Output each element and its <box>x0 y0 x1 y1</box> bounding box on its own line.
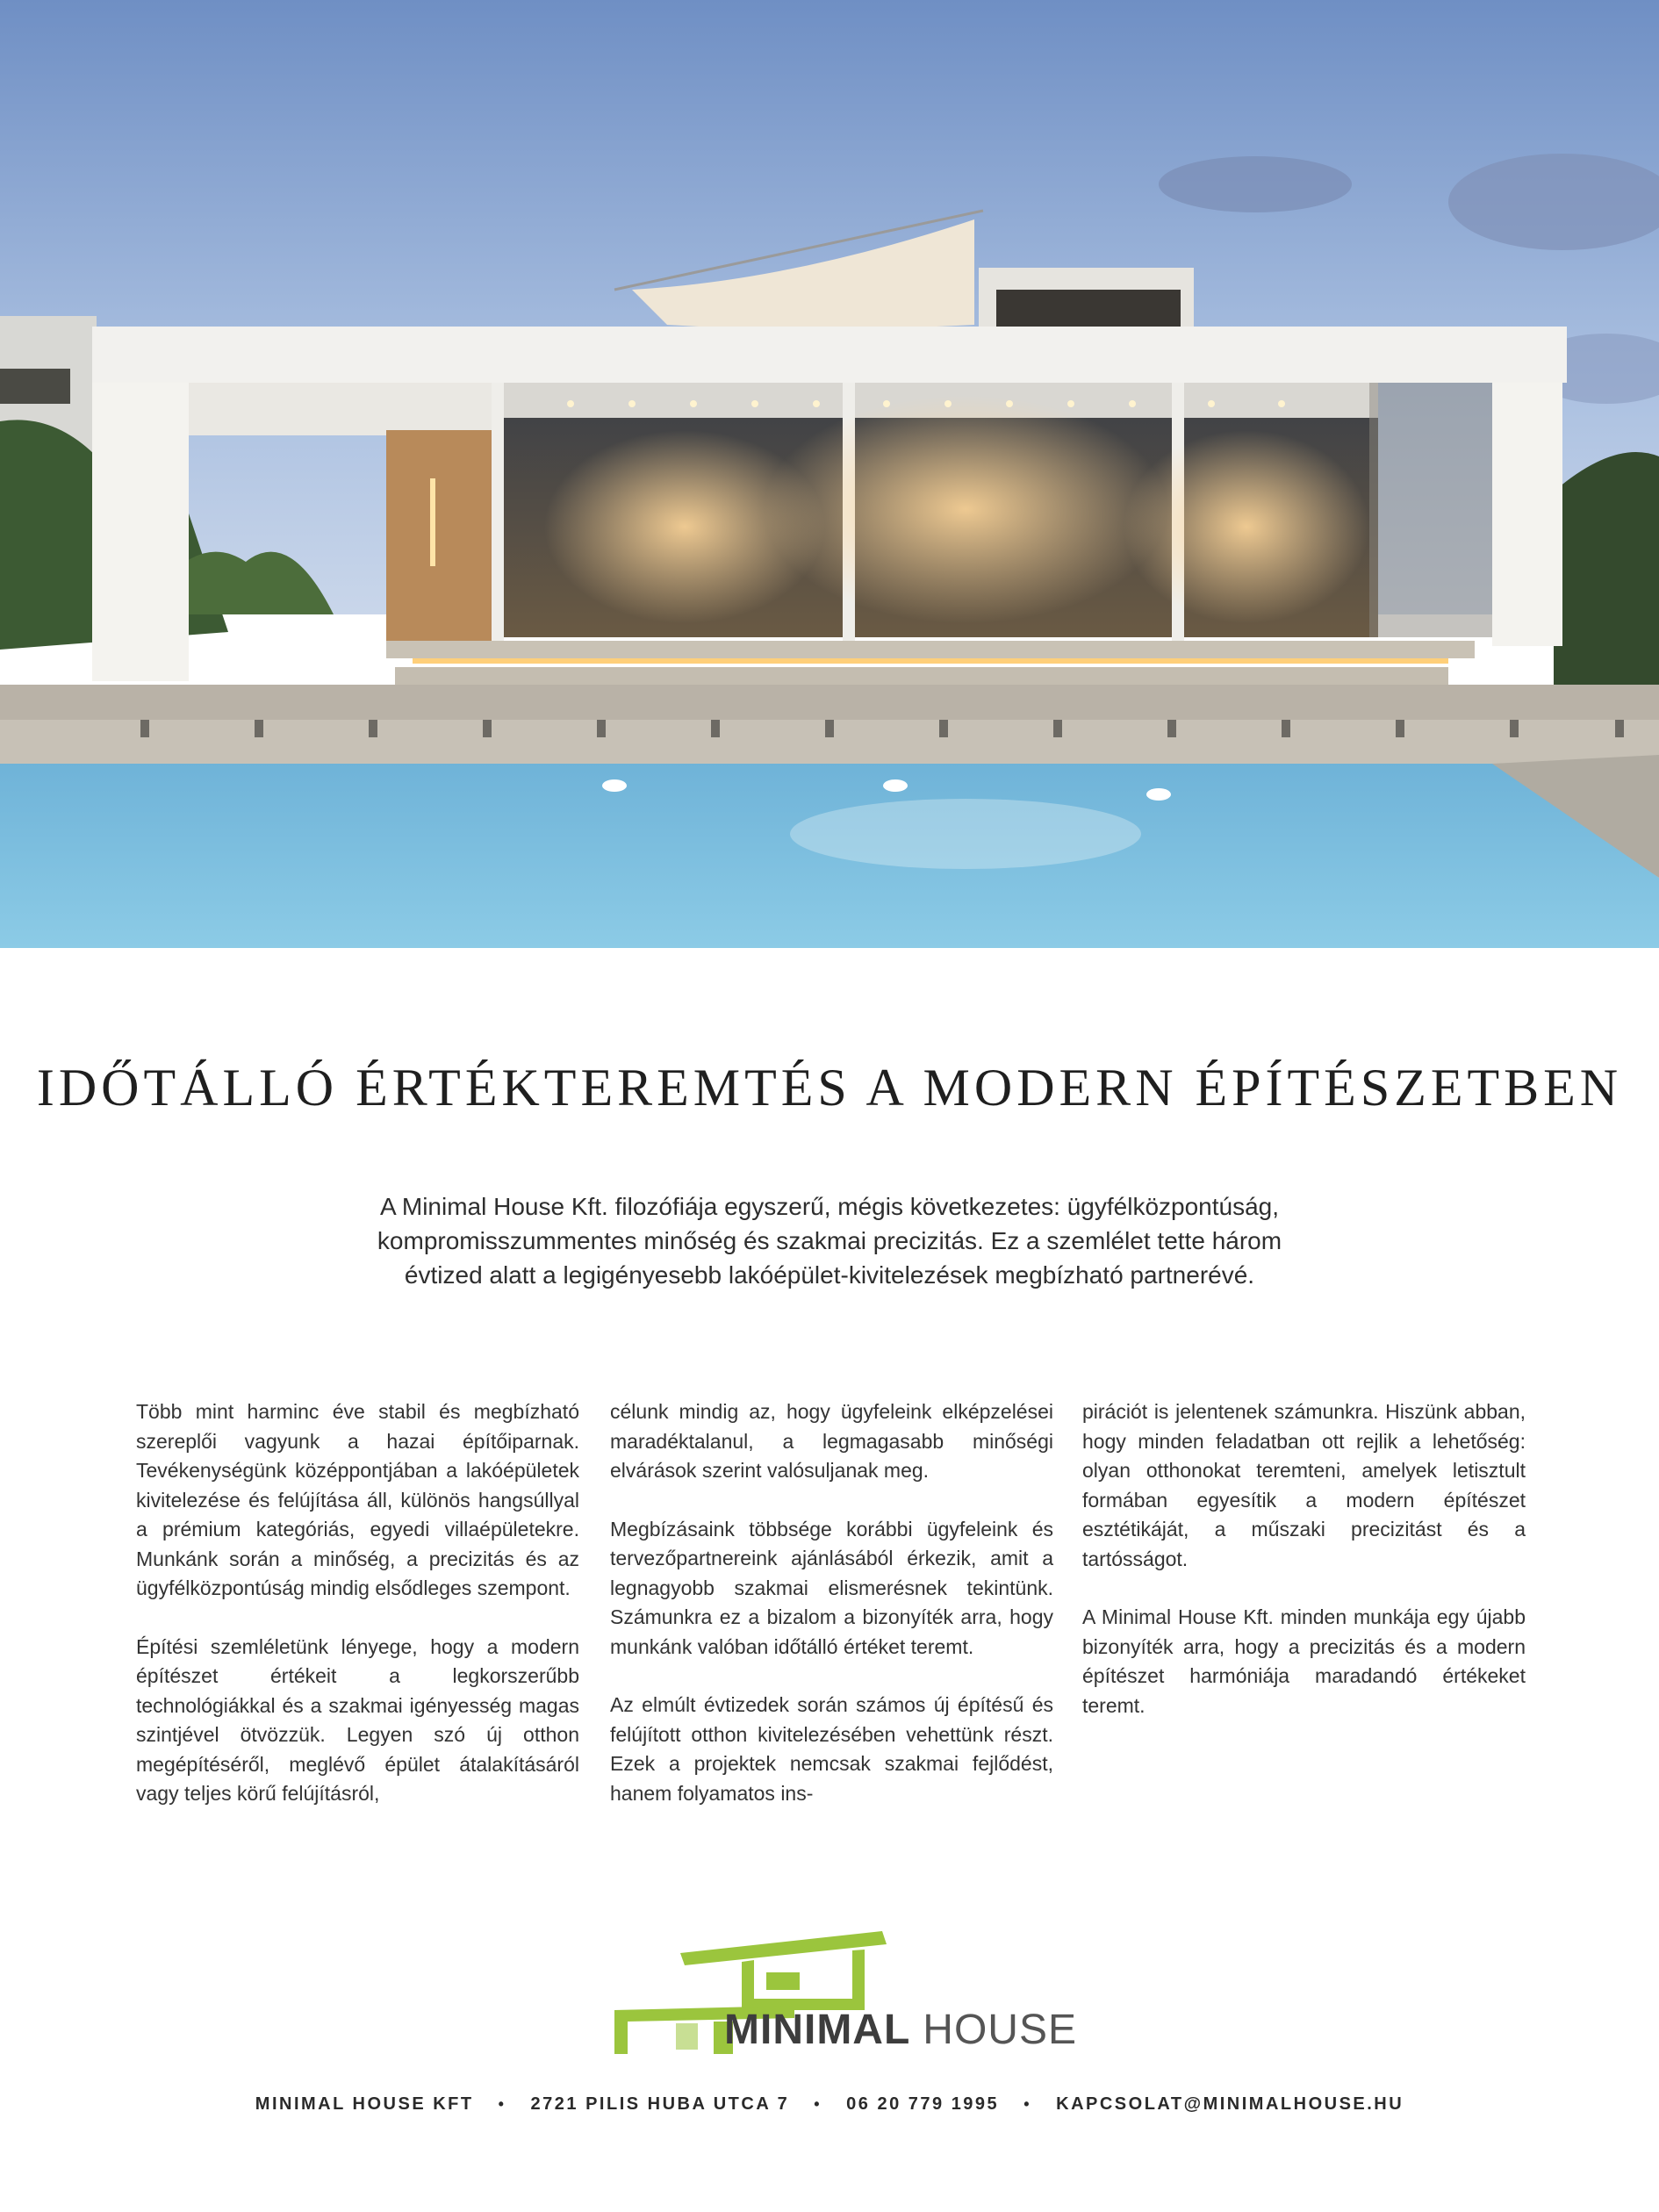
body-paragraph: Építési szemléletünk lényege, hogy a modern építészet értékeit a legkorszerűbb technológiákkal és a szakmai igényesség magas szintjével ötvözzük. Legyen szó új otthon megépítéséről, meglévő épület átalakításáról vagy teljes körű felújításról, <box>136 1634 579 1805</box>
logo-word-minimal: MINIMAL <box>724 2007 911 2053</box>
page-headline: IDŐTÁLLÓ ÉRTÉKTEREMTÉS A MODERN ÉPÍTÉSZETBEN <box>36 1059 1623 1117</box>
logo-wordmark <box>724 2006 1077 2054</box>
footer-separator: • <box>814 2095 822 2113</box>
footer-separator: • <box>498 2095 506 2113</box>
footer-separator: • <box>1023 2095 1032 2113</box>
lead-line: kompromisszummentes minőség és szakmai precizitás. Ez a szemlélet tette három <box>377 1227 1282 1254</box>
lead-paragraph <box>281 1189 1378 1292</box>
footer-address: 2721 PILIS HUBA UTCA 7 <box>530 2094 790 2114</box>
lead-line: évtized alatt a legigényesebb lakóépület-kivitelezések megbízható partnerévé. <box>404 1261 1255 1289</box>
footer-phone[interactable]: 06 20 779 1995 <box>846 2094 1000 2114</box>
column-3 <box>1082 1397 1526 1749</box>
body-paragraph: célunk mindig az, hogy ügyfeleink elképzelései maradéktalanul, a legmagasabb minőségi elvárások szerint valósuljanak meg. <box>610 1400 1053 1482</box>
body-columns <box>136 1397 1526 1854</box>
column-2 <box>610 1397 1053 1837</box>
footer-company: MINIMAL HOUSE KFT <box>255 2094 474 2114</box>
lead-line: A Minimal House Kft. filozófiája egyszerű, mégis következetes: ügyfélközpontúság, <box>379 1193 1280 1220</box>
body-paragraph: A Minimal House Kft. minden munkája egy újabb bizonyíték arra, hogy a precizitás és a modern építészet harmóniája maradandó értékeket teremt. <box>1082 1605 1526 1717</box>
body-paragraph: Több mint harminc éve stabil és megbízható szereplői vagyunk a hazai építőiparnak. Tevékenységünk középpontjában a lakóépületek kivitelezése és felújítása áll, különös hangsúllyal a prémium kategóriás, egyedi villaépületekre. Munkánk során a minőség, a precizitás és az ügyfélközpontúság mindig elsődleges szempont. <box>136 1400 579 1599</box>
footer-email[interactable]: KAPCSOLAT@MINIMALHOUSE.HU <box>1056 2094 1404 2114</box>
footer-contact-line <box>0 2094 1659 2115</box>
villa-pool-illustration <box>0 0 1659 948</box>
body-paragraph: Megbízásaink többsége korábbi ügyfeleink és tervezőpartnereink ajánlásából érkezik, amit a legnagyobb szakmai elismerésnek tekintünk. Számunkra ez a bizalom a bizonyíték arra, hogy munkánk valóban időtálló értéket teremt. <box>610 1517 1053 1658</box>
minimal-house-logo <box>610 1927 1077 2058</box>
column-1 <box>136 1397 579 1838</box>
logo-word-house: HOUSE <box>923 2007 1077 2053</box>
hero-photo <box>0 0 1659 948</box>
body-paragraph: pirációt is jelentenek számunkra. Hiszünk abban, hogy minden feladatban ott rejlik a lehetőség: olyan otthonokat teremteni, amelyek letisztult formában egyesítik a modern építészet esztétikáját, a műszaki precizitást és a tartósságot. <box>1082 1400 1526 1570</box>
body-paragraph: Az elmúlt évtizedek során számos új építésű és felújított otthon kivitelezésében vehettünk részt. Ezek a projektek nemcsak szakmai fejlődést, hanem folyamatos ins- <box>610 1693 1053 1805</box>
